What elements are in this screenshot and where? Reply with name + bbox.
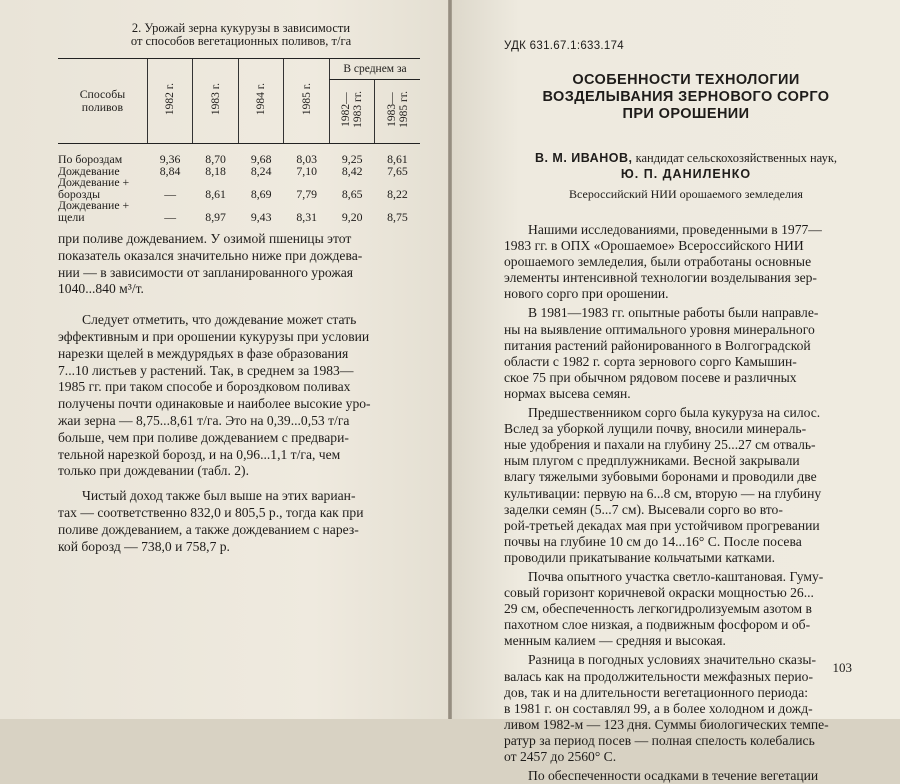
text-line: культивации: первую на 6...8 см, вторую — на глубину [504, 485, 822, 501]
text-line: совый горизонт коричневой окраски мощностью 26... [504, 585, 814, 601]
text-line: проводили прикатывание кольчатыми катками. [504, 549, 776, 565]
table-cell: 9,25 [341, 152, 363, 166]
text-line: 1983 гг. в ОПХ «Орошаемое» Всероссийского НИИ [504, 238, 804, 254]
table-cell: 7,65 [387, 163, 408, 178]
table-cell: 8,69 [250, 186, 272, 201]
text-line: элементы интенсивной технологии возделывания зер- [504, 270, 817, 286]
article-paragraph [504, 652, 868, 765]
row-label: По бороздам [58, 152, 123, 166]
text-line: от 2457 до 2560° С. [504, 749, 617, 764]
row-label: Дождевание + [58, 198, 130, 212]
left-paragraph-3 [58, 488, 424, 555]
text-line: В 1981—1983 гг. опытные работы были направле- [528, 305, 819, 321]
author1-title: кандидат сельскохозяйственных наук, [635, 151, 838, 165]
text-line: получены почти одинаковые и наиболее высокие уро- [58, 396, 371, 412]
header-year-label: 1982 г. [164, 82, 177, 116]
udc-code: УДК 631.67.1:633.174 [504, 40, 625, 52]
harvest-table [58, 58, 420, 223]
text-line: влагу тяжелыми зубовыми боронами и проводили две [504, 469, 817, 485]
text-line: 1985 гг. при таком способе и бороздковом поливах [58, 379, 351, 395]
text-line: нового сорго при орошении. [504, 286, 669, 302]
header-method-line2: поливов [81, 100, 124, 114]
table-cell: — [164, 186, 176, 201]
header-avg-period-label [340, 91, 364, 128]
text-line: Разница в погодных условиях значительно сказы- [528, 652, 816, 668]
left-paragraph-1 [58, 231, 424, 298]
table-cell: 8,61 [205, 186, 226, 201]
header-year-label: 1983 г. [209, 82, 222, 116]
text-line: Следует отметить, что дождевание может стать [82, 312, 357, 328]
text-line: рой-третьей декадах мая при устойчивом прогревании [504, 517, 820, 533]
article-paragraph [504, 768, 868, 784]
text-line: 1040...840 м³/т. [58, 281, 144, 297]
author1-name: В. М. ИВАНОВ, [534, 151, 633, 165]
text-line: заделки семян (5...7 см). Высевали сорго во вто- [504, 501, 783, 517]
article-paragraph [504, 222, 868, 302]
header-year [238, 59, 284, 144]
table-cell: 9,36 [159, 152, 181, 166]
header-year [147, 59, 193, 144]
text-line: 7...10 листьев у растений. Так, в среднем за 1983— [58, 362, 354, 378]
text-line: жаи зерна — 8,75...8,61 т/га. Это на 0,39...0,53 т/га [58, 412, 350, 428]
text-line: только при дождевании (табл. 2). [58, 463, 249, 479]
text-line: менным калием — средняя и высокая. [504, 633, 726, 649]
text-line: показатель оказался значительно ниже при дождева- [58, 247, 363, 263]
left-paragraph-2 [58, 312, 424, 480]
header-method-line1: Способы [79, 87, 126, 101]
header-avg-period [375, 80, 420, 144]
table-cell: 9,68 [250, 152, 272, 166]
avg-period-end: 1985 гг. [397, 91, 410, 129]
title-line: ОСОБЕННОСТИ ТЕХНОЛОГИИ [572, 72, 800, 88]
author-line [504, 151, 868, 165]
text-line: ратур за период посев — полная спелость колебались [504, 732, 815, 748]
table-cell: 9,43 [250, 209, 272, 224]
avg-period-start: 1983— [385, 92, 398, 127]
article-body [504, 222, 868, 784]
table-cell: 8,70 [205, 152, 226, 166]
text-line: валась как на продолжительности межфазных перио- [504, 668, 814, 684]
table-cell: 8,31 [296, 209, 318, 224]
text-line: Нашими исследованиями, проведенными в 1977— [528, 222, 822, 237]
text-line: Почва опытного участка светло-каштановая. Гуму- [528, 568, 824, 584]
text-line: Чистый доход также был выше на этих вариан- [82, 488, 356, 504]
table-cell: 8,03 [296, 152, 318, 166]
article-paragraph [504, 569, 868, 649]
institute: Всероссийский НИИ орошаемого земледелия [569, 187, 803, 201]
table-cell: 7,79 [296, 186, 318, 201]
page-number: 103 [832, 660, 852, 675]
text-line: почвы на глубине 10 см до 14...16° С. После посева [504, 533, 802, 549]
table-row [58, 144, 420, 166]
text-line: в 1981 г. он составлял 99, а в более холодном и дожд- [504, 700, 813, 716]
row-label: щели [58, 209, 85, 224]
text-line: нарезки щелей в междурядьях в фазе образования [58, 345, 349, 361]
text-line: ны на выявление оптимального уровня минерального [504, 321, 815, 337]
header-year-label: 1984 г. [255, 82, 268, 116]
article-paragraph [504, 305, 868, 402]
table-cell: 8,97 [205, 209, 226, 224]
table-cell: 8,84 [159, 163, 181, 178]
article-title [504, 72, 868, 123]
title-line: ПРИ ОРОШЕНИИ [622, 106, 750, 122]
table-cell: 8,61 [387, 152, 408, 166]
text-line: пахотном слое низкая, а подвижным фосфором и об- [504, 617, 811, 633]
article-paragraph [504, 405, 868, 566]
text-line: ливом 1982-м — 123 дня. Суммы биологических темпе- [504, 716, 829, 732]
table-row [58, 200, 420, 212]
table-cell: 8,22 [387, 186, 408, 201]
text-line: ным плугом с предплужниками. Весной закрывали [504, 453, 800, 469]
header-year [193, 59, 239, 144]
header-method [58, 59, 147, 144]
text-line: области с 1982 г. сорта зернового сорго Камышин- [504, 353, 797, 369]
left-page [0, 0, 448, 719]
table-cell: — [164, 209, 176, 224]
text-line: поливе дождеванием, а также дождеванием с нарез- [58, 521, 359, 537]
table-cell: 8,24 [250, 163, 272, 178]
text-line: эффективным и при орошении кукурузы при условии [58, 328, 370, 344]
text-line: ные удобрения и пахали на глубину 25...27 см отваль- [504, 437, 816, 453]
text-line: 29 см, обеспеченность легкогидролизуемым азотом в [504, 601, 812, 617]
text-line: По обеспеченности осадками в течение вегетации [528, 768, 819, 784]
header-average: В среднем за [329, 59, 420, 80]
header-avg-period [329, 80, 375, 144]
header-year-label: 1985 г. [300, 82, 313, 116]
text-line: питания растений районированного в Волгоградской [504, 337, 811, 353]
table-caption-line1: 2. Урожай зерна кукурузы в зависимости [131, 21, 351, 35]
table-row [58, 177, 420, 189]
text-line: нормах высева семян. [504, 385, 631, 401]
header-year [284, 59, 330, 144]
row-label: Дождевание [58, 163, 120, 178]
text-line: орошаемого земледелия, были отработаны основные [504, 254, 812, 270]
row-label: Дождевание + [58, 175, 130, 189]
table-cell: 8,75 [387, 209, 408, 224]
row-label: борозды [58, 186, 101, 201]
table-cell: 8,18 [205, 163, 226, 178]
table-row [58, 212, 420, 224]
text-line: нии — в зависимости от запланированного урожая [58, 264, 354, 280]
avg-period-start: 1982— [340, 92, 353, 127]
table-cell: 7,10 [296, 163, 318, 178]
text-line: Вслед за уборкой лущили почву, вносили минераль- [504, 421, 807, 437]
table-cell: 8,65 [341, 186, 363, 201]
title-line: ВОЗДЕЛЫВАНИЯ ЗЕРНОВОГО СОРГО [542, 89, 830, 105]
author2-name: Ю. П. ДАНИЛЕНКО [620, 167, 752, 181]
header-avg-period-label [386, 91, 410, 128]
text-line: ское 75 при обычном рядовом посеве и различных [504, 369, 797, 385]
text-line: тельной нарезкой борозд, и на 0,96...1,1 т/га, чем [58, 446, 341, 462]
table-cell: 9,20 [341, 209, 363, 224]
table-caption-line2: от способов вегетационных поливов, т/га [130, 34, 352, 48]
text-line: кой борозд — 738,0 и 758,7 р. [58, 538, 230, 554]
table-cell: 8,42 [341, 163, 363, 178]
right-page [452, 0, 900, 784]
text-line: больше, чем при поливе дождеванием с предвари- [58, 429, 349, 445]
text-line: Предшественником сорго была кукуруза на силос. [528, 405, 821, 421]
text-line: при поливе дождеванием. У озимой пшеницы этот [58, 231, 352, 246]
text-line: тах — соответственно 832,0 и 805,5 р., тогда как при [58, 504, 364, 520]
text-line: дов, так и на длительности вегетационного периода: [504, 684, 809, 700]
avg-period-end: 1983 гг. [352, 91, 365, 129]
table-caption [58, 22, 424, 48]
